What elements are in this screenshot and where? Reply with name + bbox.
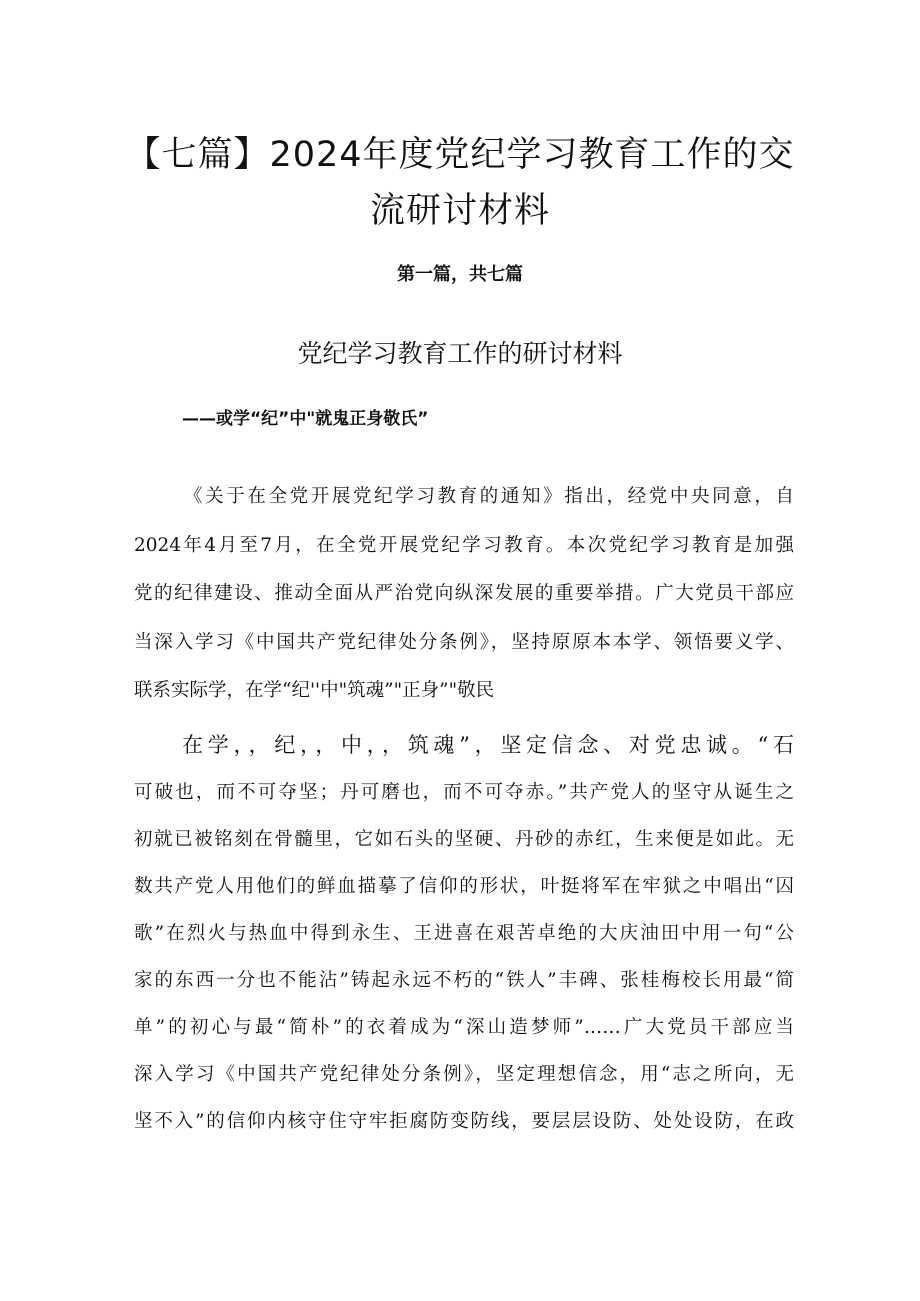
title-line-1: 【七篇】2024年度党纪学习教育工作的交 (125, 135, 795, 176)
paragraph-line: 歌”在烈火与热血中得到永生、王进喜在艰苦卓绝的大庆油田中用一句“公 (134, 923, 794, 944)
paragraph-line: 家的东西一分也不能沾”铸起永远不朽的“铁人”丰碑、张桂梅校长用最“简 (134, 970, 794, 991)
paragraph-line: 深入学习《中国共产党纪律处分条例》，坚定理想信念，用“志之所向，无 (134, 1064, 794, 1085)
part-heading: 第一篇，共七篇 (397, 264, 523, 285)
paragraph-line: 初就已被铭刻在骨髓里，它如石头的坚硬、丹砂的赤红，生来便是如此。无 (134, 829, 794, 850)
paragraph-line: 单”的初心与最“简朴”的衣着成为“深山造梦师”……广大党员干部应当 (134, 1017, 794, 1038)
paragraph-line: 联系实际学，在学“纪''中"筑魂”"正身”"敬民 (134, 680, 495, 701)
paragraph-line: 坚不入”的信仰内核守住守牢拒腐防变防线，要层层设防、处处设防，在政 (134, 1111, 794, 1132)
document-title (120, 127, 800, 239)
paragraph-line: 可破也，而不可夺坚；丹可磨也，而不可夺赤。”共产党人的坚守从诞生之 (134, 782, 794, 803)
paragraph-line: 《关于在全党开展党纪学习教育的通知》指出，经党中央同意，自 (184, 486, 794, 507)
paragraph-body (134, 722, 794, 1145)
paragraph-line: 当深入学习《中国共产党纪律处分条例》，坚持原原本本学、领悟要义学、 (134, 631, 794, 653)
article-subtitle: 党纪学习教育工作的研讨材料 (297, 339, 623, 368)
paragraph-line: 在学，，纪，，中，，筑魂”，坚定信念、对党忠诚。“石 (182, 733, 794, 757)
paragraph-line: 2024年4月至7月，在全党开展党纪学习教育。本次党纪学习教育是加强 (134, 534, 794, 556)
paragraph-line: 党的纪律建设、推动全面从严治党向纵深发展的重要举措。广大党员干部应 (134, 583, 794, 604)
paragraph-line: 数共产党人用他们的鲜血描摹了信仰的形状，叶挺将军在牢狱之中唱出“囚 (134, 876, 794, 897)
title-line-2: 流研讨材料 (369, 191, 550, 232)
paragraph-intro (134, 473, 794, 716)
article-byline: ——或学“纪”中"就鬼正身敬氏” (182, 409, 429, 429)
